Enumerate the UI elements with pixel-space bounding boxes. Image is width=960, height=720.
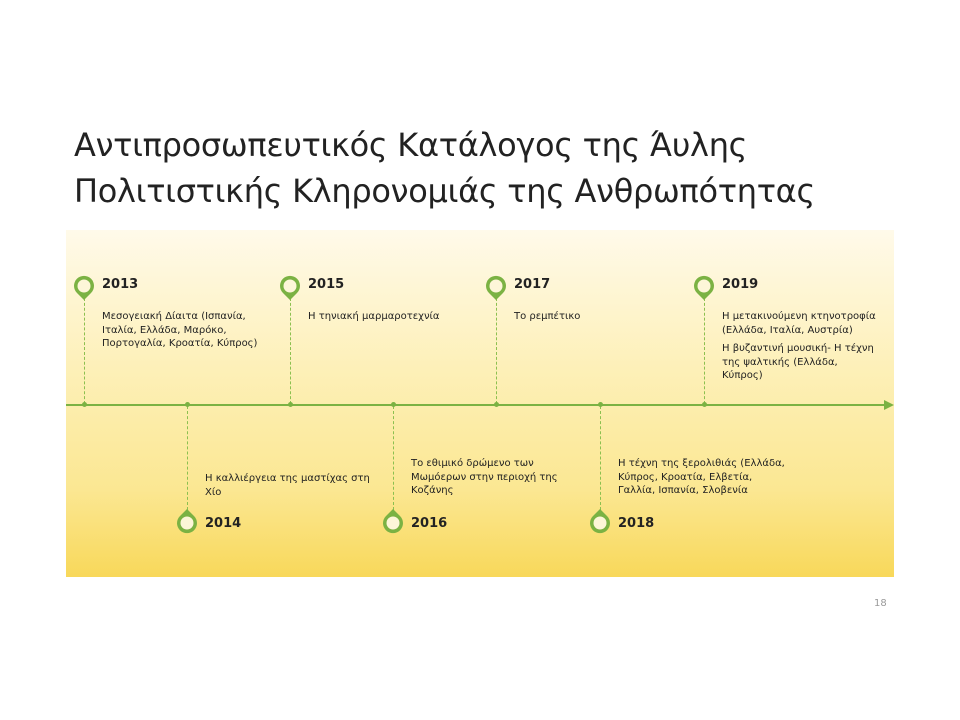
event-2017-text: Το ρεμπέτικο bbox=[514, 311, 581, 322]
event-2015-text: Η τηνιακή μαρμαροτεχνία bbox=[308, 311, 440, 322]
map-pin-icon bbox=[276, 273, 304, 301]
connector-2019 bbox=[704, 298, 705, 404]
title-line-1: Αντιπροσωπευτικός Κατάλογος της Άυλης bbox=[74, 126, 748, 164]
tick-2014 bbox=[185, 402, 190, 407]
connector-2017 bbox=[496, 298, 497, 404]
year-2013: 2013 bbox=[102, 277, 139, 292]
year-2017: 2017 bbox=[514, 277, 551, 292]
map-pin-icon bbox=[482, 273, 510, 301]
event-2018-text: Η τέχνη της ξερολιθιάς (Ελλάδα, Κύπρος, Κροατία, Ελβετία, Γαλλία, Ισπανία, Σλοβενία bbox=[618, 458, 785, 496]
tick-2015 bbox=[288, 402, 293, 407]
title-line-2: Πολιτιστικής Κληρονομιάς της Ανθρωπότητας bbox=[74, 172, 815, 210]
event-2016-text: Το εθιμικό δρώμενο των Μωμόερων στην περιοχή της Κοζάνης bbox=[411, 458, 558, 496]
map-pin-icon bbox=[173, 508, 201, 536]
map-pin-icon bbox=[690, 273, 718, 301]
page-number: 18 bbox=[874, 598, 887, 609]
connector-2014 bbox=[187, 406, 188, 510]
connector-2013 bbox=[84, 298, 85, 404]
event-2014-text: Η καλλιέργεια της μαστίχας στη Χίο bbox=[205, 473, 370, 498]
timeline-arrow-icon bbox=[884, 400, 894, 410]
map-pin-icon bbox=[379, 508, 407, 536]
year-2015: 2015 bbox=[308, 277, 345, 292]
year-2016: 2016 bbox=[411, 516, 448, 531]
map-pin-icon bbox=[586, 508, 614, 536]
tick-2019 bbox=[702, 402, 707, 407]
tick-2013 bbox=[82, 402, 87, 407]
tick-2016 bbox=[391, 402, 396, 407]
tick-2018 bbox=[598, 402, 603, 407]
map-pin-icon bbox=[70, 273, 98, 301]
connector-2015 bbox=[290, 298, 291, 404]
tick-2017 bbox=[494, 402, 499, 407]
year-2019: 2019 bbox=[722, 277, 759, 292]
connector-2016 bbox=[393, 406, 394, 510]
slide-title bbox=[74, 122, 914, 214]
event-2013-text: Μεσογειακή Δίαιτα (Ισπανία, Ιταλία, Ελλάδα, Μαρόκο, Πορτογαλία, Κροατία, Κύπρος) bbox=[102, 311, 258, 349]
event-2019-text: Η μετακινούμενη κτηνοτροφία (Ελλάδα, Ιταλία, Αυστρία) Η βυζαντινή μουσική- Η τέχνη της ψαλτικής (Ελλάδα, Κύπρος) bbox=[722, 311, 876, 381]
year-2018: 2018 bbox=[618, 516, 655, 531]
year-2014: 2014 bbox=[205, 516, 242, 531]
connector-2018 bbox=[600, 406, 601, 510]
